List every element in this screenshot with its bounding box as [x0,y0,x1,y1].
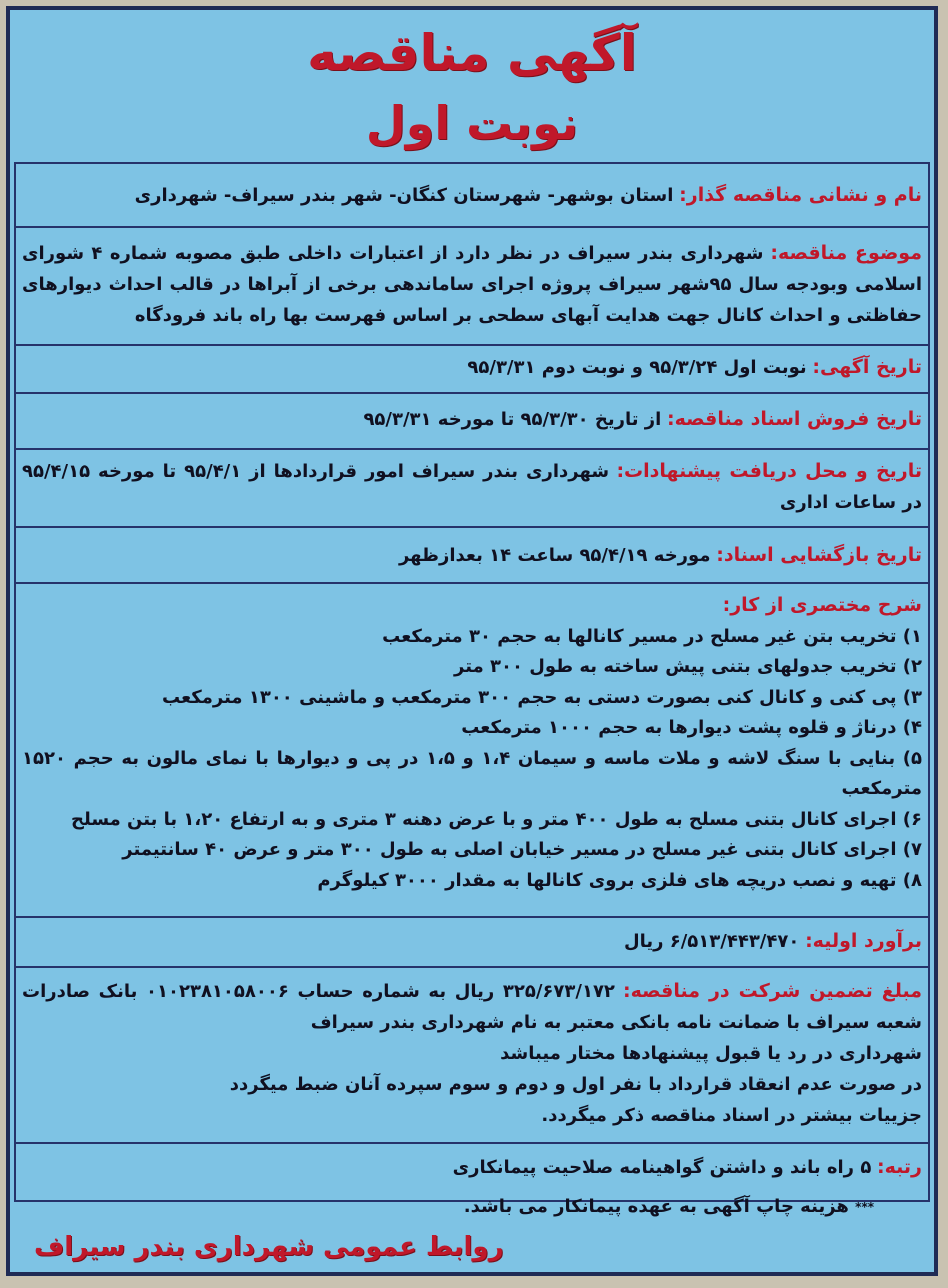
receipt-value: شهرداری بندر سیراف امور قراردادها از ۹۵/۴/۱ تا مورخه ۹۵/۴/۱۵ در ساعات اداری [22,461,922,513]
section-estimate [16,918,928,968]
guarantee-note-3: جزییات بیشتر در اسناد مناقصه ذکر میگردد. [541,1105,922,1126]
section-receipt [16,450,928,528]
docs-sale-value: از تاریخ ۹۵/۳/۳۰ تا مورخه ۹۵/۳/۳۱ [363,409,662,430]
signature: روابط عمومی شهرداری بندر سیراف [34,1232,504,1262]
guarantee-label: مبلغ تضمین شرکت در مناقصه: [623,980,922,1002]
estimate-label: برآورد اولیه: [805,930,922,952]
ad-date-value: نوبت اول ۹۵/۳/۲۴ و نوبت دوم ۹۵/۳/۳۱ [467,357,807,378]
section-ad-date [16,346,928,394]
tender-notice-box [6,6,938,1276]
guarantee-value: ۳۲۵/۶۷۳/۱۷۲ ریال به شماره حساب ۰۱۰۲۳۸۱۰۵۸۰۰۶ بانک صادرات شعبه سیراف با ضمانت نامه بانکی معتبر به نام شهرداری بندر سیراف [22,981,922,1033]
estimate-value: ۶/۵۱۳/۴۴۳/۴۷۰ ریال [623,931,800,952]
section-docs-sale [16,394,928,450]
subject-label: موضوع مناقصه: [770,242,922,264]
notice-subtitle: نوبت اول [365,96,579,150]
work-item: ۶) اجرای کانال بتنی مسلح به طول ۴۰۰ متر و با عرض دهنه ۳ متری و به ارتفاع ۱،۲۰ با بتن مسلح [71,808,922,830]
notice-title: آگهی مناقصه [307,24,637,82]
section-work-description [16,584,928,918]
work-item: ۲) تخریب جدولهای بتنی پیش ساخته به طول ۳۰۰ متر [454,656,922,677]
asterisks: *** [855,1200,874,1214]
work-item: ۳) پی کنی و کانال کنی بصورت دستی به حجم ۳۰۰ مترمکعب و ماشینی ۱۳۰۰ مترمکعب [162,686,922,708]
work-item: ۵) بنایی با سنگ لاشه و ملات ماسه و سیمان ۱،۴ و ۱،۵ در پی و دیوارها با نمای مالون به حجم ۱۵۲۰ مترمکعب [22,747,923,799]
opening-value: مورخه ۹۵/۴/۱۹ ساعت ۱۴ بعدازظهر [398,545,711,566]
opening-label: تاریخ بازگشایی اسناد: [716,544,922,566]
receipt-label: تاریخ و محل دریافت پیشنهادات: [616,460,923,482]
docs-sale-label: تاریخ فروش اسناد مناقصه: [667,408,922,430]
guarantee-note-2: در صورت عدم انعقاد قرارداد با نفر اول و دوم و سوم سپرده آنان ضبط میگردد [229,1074,922,1095]
guarantee-note-1: شهرداری در رد یا قبول پیشنهادها مختار میباشد [500,1043,922,1064]
section-guarantee [16,968,928,1144]
section-tenderer [16,180,928,228]
work-item: ۷) اجرای کانال بتنی غیر مسلح در مسیر خیابان اصلی به طول ۳۰۰ متر و عرض ۴۰ سانتیمتر [122,839,922,860]
rank-value: ۵ راه باند و داشتن گواهینامه صلاحیت پیمانکاری [452,1157,872,1178]
tenderer-label: نام و نشانی مناقصه گذار: [679,184,922,206]
work-item: ۴) درناژ و قلوه پشت دیوارها به حجم ۱۰۰۰ مترمکعب [461,717,922,738]
subject-value: شهرداری بندر سیراف در نظر دارد از اعتبارات داخلی طبق مصوبه شماره ۴ شورای اسلامی وبودجه سال ۹۵شهر سیراف پروژه اجرای ساماندهی برخی از آبراها در قالب احداث دیوارهای حفاظتی و احداث کانال جهت هدایت آبهای سطحی بر اساس فهرست بها راه باند فرودگاه [22,243,922,326]
section-subject [16,228,928,346]
tenderer-value: استان بوشهر- شهرستان کنگان- شهر بندر سیراف- شهرداری [134,185,674,206]
section-rank [16,1144,928,1196]
work-label: شرح مختصری از کار: [722,594,922,616]
work-item: ۸) تهیه و نصب دریچه های فلزی بروی کانالها به مقدار ۳۰۰۰ کیلوگرم [317,869,922,891]
ad-date-label: تاریخ آگهی: [812,356,922,378]
work-item: ۱) تخریب بتن غیر مسلح در مسیر کانالها به حجم ۳۰ مترمکعب [382,625,922,647]
printing-cost-note [10,1196,934,1217]
section-opening [16,528,928,584]
printing-cost-text: هزینه چاپ آگهی به عهده پیمانکار می باشد. [463,1196,849,1217]
rank-label: رتبه: [877,1156,922,1178]
